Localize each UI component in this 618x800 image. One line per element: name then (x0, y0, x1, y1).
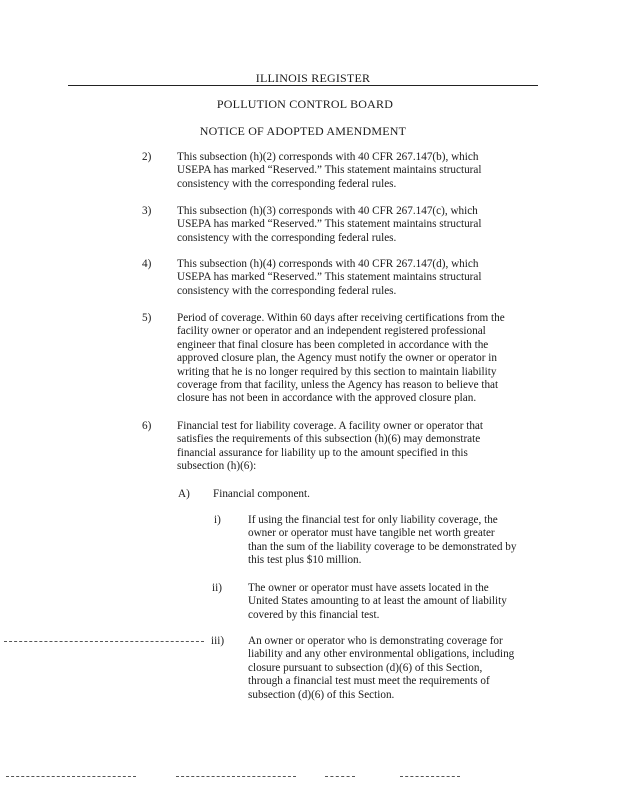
item-number: ii) (212, 582, 222, 594)
item-text (248, 582, 507, 622)
text-line: consistency with the corresponding federal rules. (177, 284, 397, 297)
text-line: United States amounting to at least the amount of liability (248, 595, 507, 608)
item-number: 5) (142, 312, 152, 324)
item-text (248, 635, 514, 702)
text-line: approved closure plan, the Agency must notify the owner or operator in (177, 352, 497, 365)
text-line: writing that he is no longer required by this section to maintain liability (177, 365, 497, 378)
item-text (213, 488, 310, 501)
text-line: closure has not been in accordance with the approved closure plan. (177, 392, 477, 405)
scan-artifact-line (400, 776, 460, 777)
scan-artifact-line (325, 776, 355, 777)
text-line: than the sum of the liability coverage to be demonstrated by (248, 540, 517, 553)
scan-artifact-line (176, 776, 296, 777)
item-number: 2) (142, 151, 152, 163)
text-line: This subsection (h)(2) corresponds with 40 CFR 267.147(b), which (177, 151, 479, 163)
item-number: iii) (211, 635, 225, 647)
scan-artifact-line (6, 776, 136, 777)
text-line: USEPA has marked “Reserved.” This statement maintains structural (177, 271, 482, 284)
item-text (177, 205, 482, 245)
text-line: engineer that final closure has been completed in accordance with the (177, 338, 489, 351)
text-line: subsection (h)(6): (177, 460, 257, 473)
text-line: covered by this financial test. (248, 608, 380, 621)
text-line: The owner or operator must have assets located in the (248, 582, 489, 594)
text-line: this test plus $10 million. (248, 554, 362, 567)
scan-artifact-line (4, 641, 204, 642)
register-title: ILLINOIS REGISTER (255, 71, 371, 85)
header-rule (68, 85, 538, 86)
text-line: An owner or operator who is demonstrating coverage for (248, 635, 503, 647)
item-number: 3) (142, 205, 152, 217)
item-text (177, 420, 483, 474)
item-number: A) (178, 488, 190, 500)
text-line: consistency with the corresponding federal rules. (177, 231, 397, 244)
item-text (177, 151, 482, 191)
text-line: financial assurance for liability up to the amount specified in this (177, 446, 468, 459)
text-line: Financial test for liability coverage. A facility owner or operator that (177, 420, 483, 432)
text-line: through a financial test must meet the requirements of (248, 675, 490, 688)
text-line: liability and any other environmental obligations, including (248, 648, 515, 661)
text-line: consistency with the corresponding federal rules. (177, 177, 397, 190)
item-number: 6) (142, 420, 152, 432)
item-text (248, 514, 516, 568)
text-line: satisfies the requirements of this subsection (h)(6) may demonstrate (177, 433, 481, 446)
text-line: If using the financial test for only liability coverage, the (248, 514, 498, 526)
text-line: This subsection (h)(4) corresponds with 40 CFR 267.147(d), which (177, 258, 479, 270)
text-line: Period of coverage. Within 60 days after receiving certifications from the (177, 312, 505, 324)
text-line: USEPA has marked “Reserved.” This statement maintains structural (177, 164, 482, 177)
text-line: This subsection (h)(3) corresponds with 40 CFR 267.147(c), which (177, 205, 478, 217)
text-line: USEPA has marked “Reserved.” This statement maintains structural (177, 218, 482, 231)
item-number: 4) (142, 258, 152, 270)
text-line: facility owner or operator and an independent registered professional (177, 325, 486, 338)
item-number: i) (214, 514, 221, 526)
text-line: coverage from that facility, unless the Agency has reason to believe that (177, 379, 499, 392)
item-text (177, 312, 505, 406)
text-line: owner or operator must have tangible net worth greater (248, 527, 495, 540)
notice-title: NOTICE OF ADOPTED AMENDMENT (199, 124, 407, 138)
text-line: closure pursuant to subsection (d)(6) of this Section, (248, 661, 483, 674)
item-text (177, 258, 482, 298)
text-line: Financial component. (213, 488, 310, 500)
board-title: POLLUTION CONTROL BOARD (216, 97, 394, 111)
text-line: subsection (d)(6) of this Section. (248, 688, 395, 701)
